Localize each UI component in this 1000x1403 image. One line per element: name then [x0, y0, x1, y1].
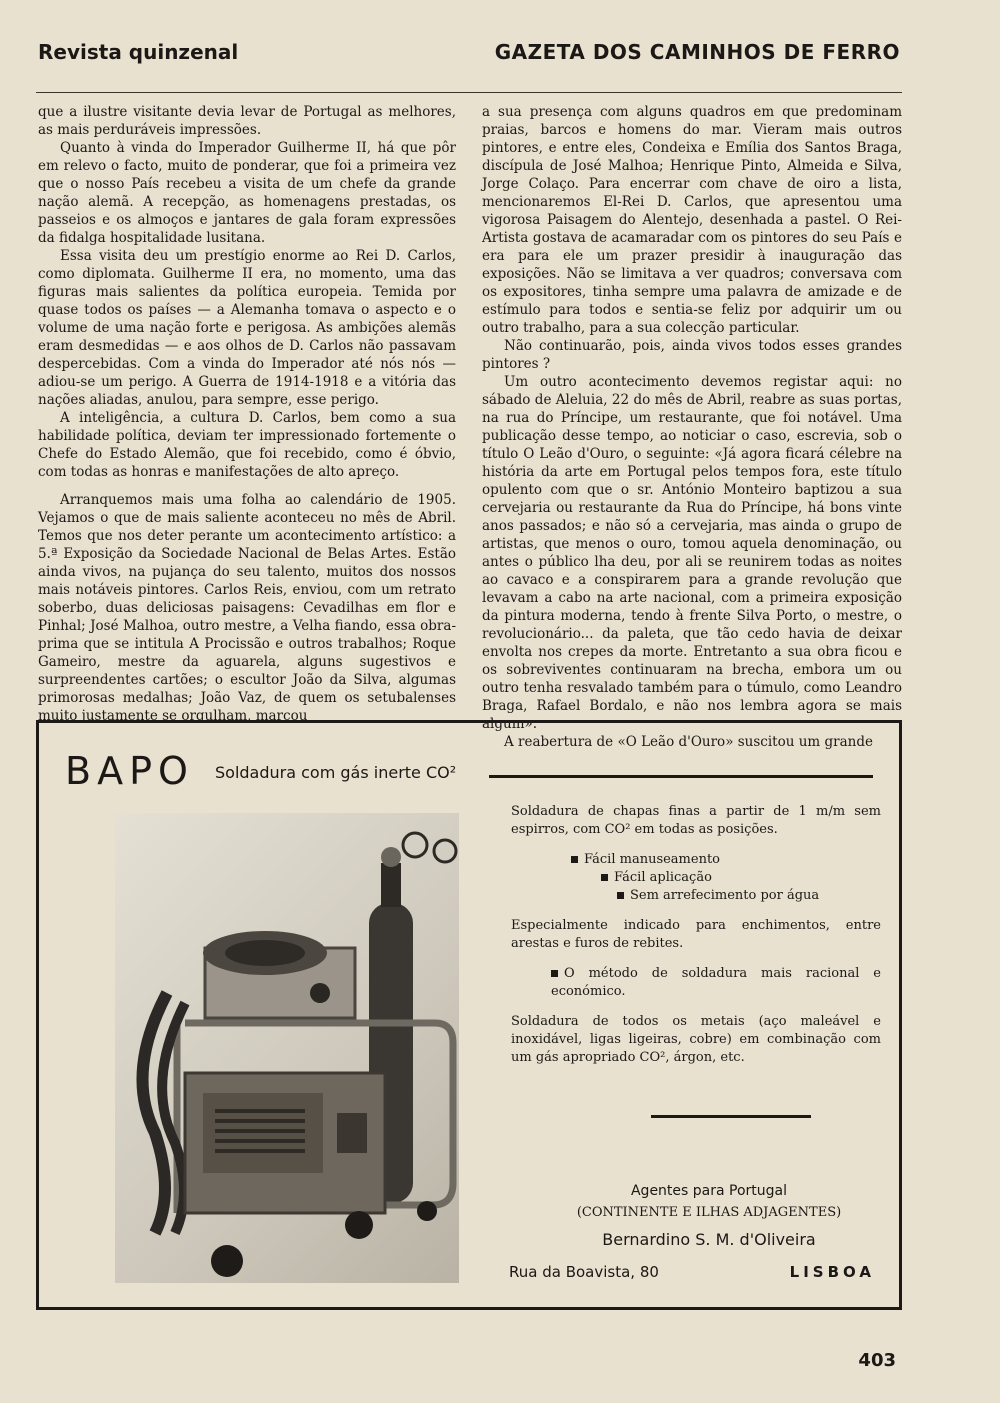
city: LISBOA	[789, 1263, 875, 1281]
header-divider	[36, 92, 902, 93]
agents-block	[539, 1183, 879, 1255]
feature-item	[511, 851, 881, 869]
left-column	[38, 103, 456, 725]
paragraph: Um outro acontecimento devemos registar aqui: no sábado de Aleluia, 22 do mês de Abril, reabre as suas portas, na rua do Príncipe, um restaurante, que foi notável. Uma publicação desse tempo, ao noticiar o caso, escrevia, sob o título O Leão d'Ouro, o seguinte: «Já agora ficará célebre na história da arte em Portugal pelos tempos fora, este título opulento com que o sr. António Monteiro baptizou a sua cervejaria ou restaurante da Rua do Príncipe, há bons vinte anos passados; e não só a cervejaria, mas ainda o grupo de artistas, que menos o ouro, tomou aquela denominação, ou antes o público lha deu, por ali se reunirem todas as noites ao cavaco e a conspirarem para a grande revolução que levavam a cabo na arte nacional, com a primeira exposição da pintura moderna, tendo à frente Silva Porto, o mestre, o revolucionário... da paleta, que tão cedo havia de deixar envolta nos crepes da morte. Entretanto a sua obra ficou e os sobreviventes continuaram na brecha, embora um ou outro tenha resvalado também para o túmulo, como Leandro Braga, Rafael Bordalo, e não nos lembra agora se mais algum».	[482, 374, 902, 732]
page-number: 403	[858, 1350, 896, 1371]
feature-label: Fácil aplicação	[614, 870, 712, 885]
paragraph: A inteligência, a cultura D. Carlos, bem como a sua habilidade política, deviam ter impressionado fortemente o Chefe do Estado Alemão, que foi recebido, como é óbvio, com todas as honras e manifestações de alto apreço.	[38, 410, 456, 480]
welding-machine-illustration	[115, 813, 459, 1283]
ad-tagline: Soldadura com gás inerte CO²	[215, 763, 457, 782]
agents-region: (CONTINENTE E ILHAS ADJAGENTES)	[576, 1205, 842, 1220]
bullet-square-icon	[617, 892, 624, 899]
ad-brand: BAPO	[65, 749, 194, 793]
welding-machine-photo	[115, 813, 459, 1283]
paragraph: Essa visita deu um prestígio enorme ao Rei D. Carlos, como diplomata. Guilherme II era, no momento, uma das figuras mais salientes da política europeia. Temida por quase todos os países — a Alemanha tomava o aspecto e o volume de uma nação forte e perigosa. As ambições alemãs eram desmedidas — e aos olhos de D. Carlos não passavam despercebidas. Com a vinda do Imperador até nós nós — adiou-se um perigo. A Guerra de 1914-1918 e a vitória das nações aliadas, anulou, para sempre, esse perigo.	[38, 248, 456, 408]
right-column	[482, 103, 902, 751]
bullet-square-icon	[601, 874, 608, 881]
agents-title: Agentes para Portugal	[630, 1183, 788, 1199]
method-text: O método de soldadura mais racional e económico.	[551, 966, 881, 999]
bullet-square-icon	[571, 856, 578, 863]
paragraph: Quanto à vinda do Imperador Guilherme II, há que pôr em relevo o facto, muito de ponderar, que foi a primeira vez que o nosso País recebeu a visita de um chefe da grande nação alemã. A recepção, as homenagens prestadas, os passeios e os almoços e jantares de gala foram expressões da fidalga hospitalidade lusitana.	[38, 140, 456, 246]
feature-item	[511, 869, 881, 887]
paragraph: a sua presença com alguns quadros em que predominam praias, barcos e homens do mar. Vieram mais outros pintores, e entre eles, Condeixa e Emília dos Santos Braga, discípula de José Malhoa; Henrique Pinto, Almeida e Silva, Jorge Colaço. Para encerrar com chave de oiro a lista, mencionaremos El-Rei D. Carlos, que apresentou uma vigorosa Paisagem do Alentejo, desenhada a pastel. O Rei-Artista gostava de acamaradar com os pintores do seu País e era para ele um prazer presidir à inauguração das exposições. Não se limitava a ver quadros; conversava com os expositores, tinha sempre uma palavra de amizade e de estímulo para todos e sentia-se feliz por adquirir um ou outro trabalho, para a sua colecção particular.	[482, 104, 902, 336]
ad-metals: Soldadura de todos os metais (aço maleável e inoxidável, ligas ligeiras, cobre) em combinação com um gás apropriado CO², árgon, etc.	[511, 1014, 881, 1065]
bullet-square-icon	[551, 970, 558, 977]
agent-address	[509, 1263, 875, 1281]
ad-intro: Soldadura de chapas finas a partir de 1 m/m sem espirros, com CO² em todas as posições.	[511, 804, 881, 837]
ad-copy	[511, 803, 881, 1079]
feature-list	[511, 851, 881, 905]
ad-method	[511, 965, 881, 1001]
feature-label: Sem arrefecimento por água	[630, 888, 820, 903]
feature-label: Fácil manuseamento	[584, 852, 720, 867]
agent-name: Bernardino S. M. d'Oliveira	[602, 1230, 816, 1249]
paragraph: Não continuarão, pois, ainda vivos todos esses grandes pintores ?	[482, 338, 902, 372]
ad-rule	[489, 775, 873, 778]
paragraph: Arranquemos mais uma folha ao calendário de 1905. Vejamos o que de mais saliente aconteceu no mês de Abril. Temos que nos deter perante um acontecimento artístico: a 5.ª Exposição da Sociedade Nacional de Belas Artes. Estão ainda vivos, na pujança do seu talento, muitos dos nossos mais notáveis pintores. Carlos Reis, enviou, com um retrato soberbo, duas deliciosas paisagens: Cevadilhas em flor e Pinhal; José Malhoa, outro mestre, a Velha fiando, essa obra-prima que se intitula A Procissão e outros trabalhos; Roque Gameiro, mestre da aguarela, alguns sugestivos e surpreendentes cartões; o escultor João da Silva, algumas primorosas medalhas; João Vaz, de quem os setubalenses muito justamente se orgulham, marcou	[38, 492, 456, 724]
magazine-frequency: Revista quinzenal	[38, 40, 239, 64]
paragraph: que a ilustre visitante devia levar de Portugal as melhores, as mais perduráveis impressões.	[38, 104, 456, 138]
paragraph: A reabertura de «O Leão d'Ouro» suscitou um grande	[504, 734, 873, 750]
street-address: Rua da Boavista, 80	[509, 1263, 659, 1281]
advertisement	[36, 720, 902, 1310]
magazine-title: GAZETA DOS CAMINHOS DE FERRO	[494, 40, 900, 64]
ad-rule	[651, 1115, 811, 1118]
feature-item	[511, 887, 881, 905]
ad-especially: Especialmente indicado para enchimentos, entre arestas e furos de rebites.	[511, 918, 881, 951]
